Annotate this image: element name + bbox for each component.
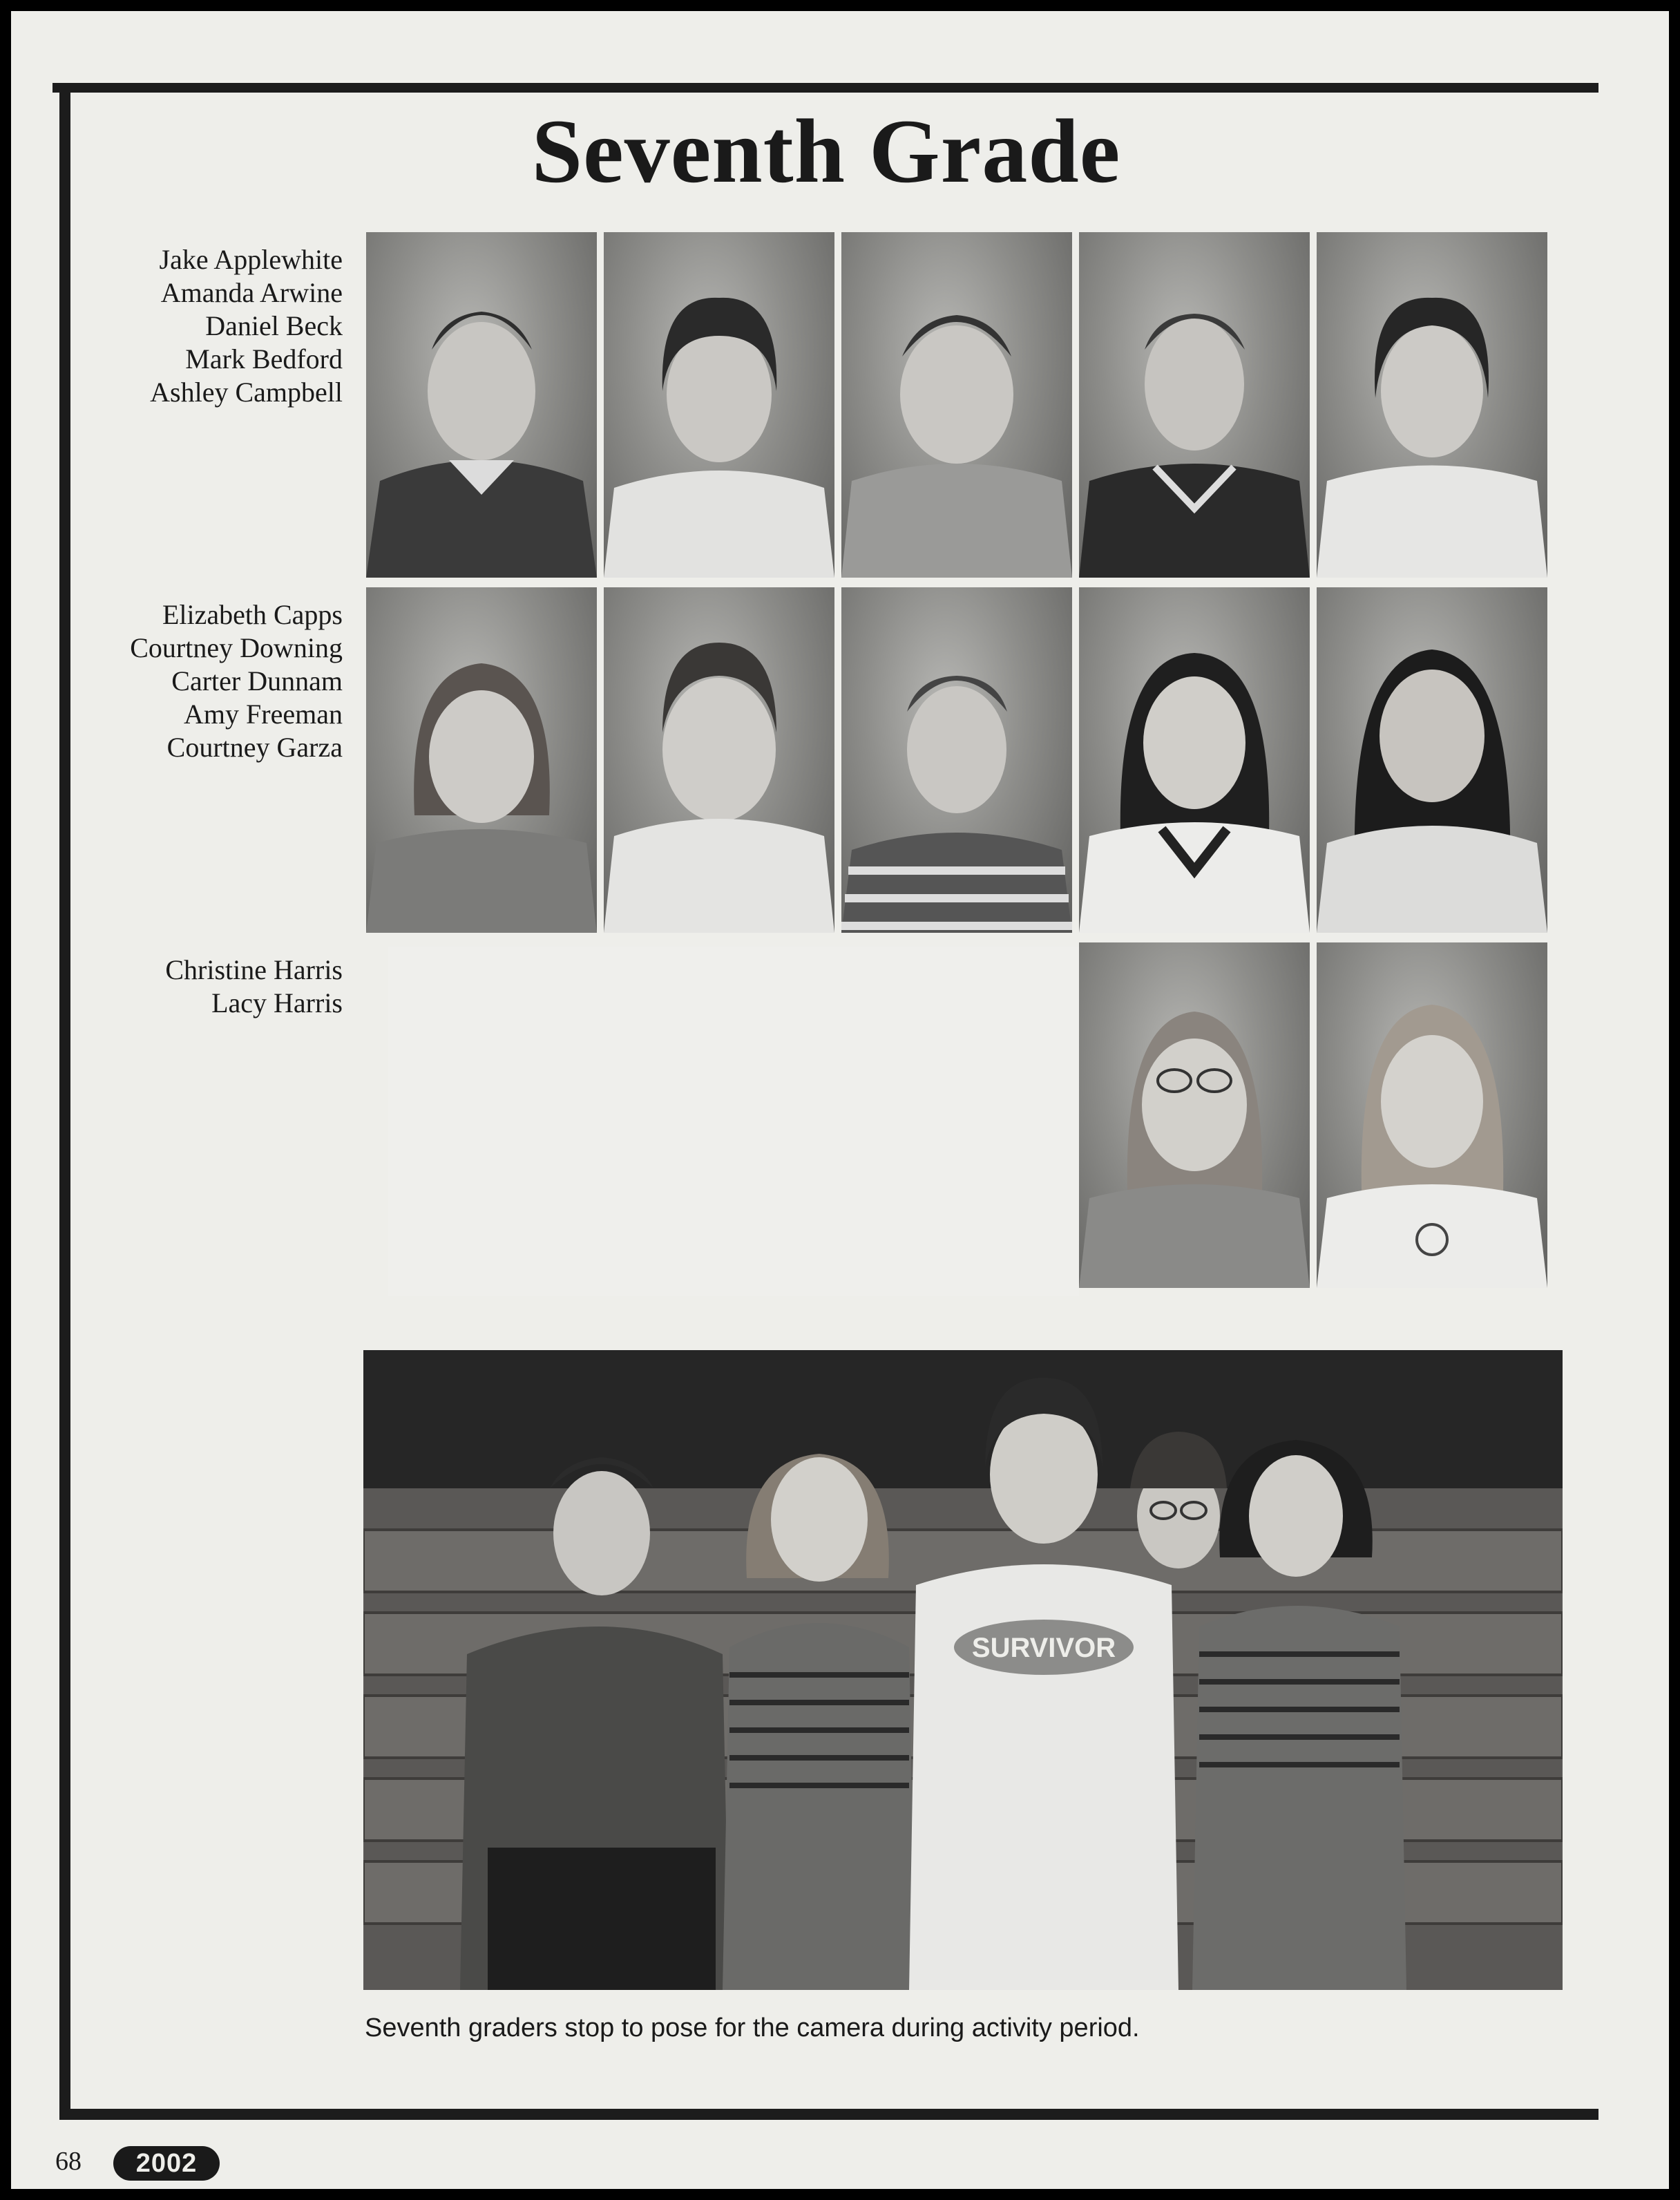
student-portrait — [841, 232, 1072, 578]
year-badge: 2002 — [113, 2146, 220, 2181]
student-portrait — [1317, 942, 1547, 1288]
bottom-rule — [59, 2109, 1598, 2120]
photo-caption: Seventh graders stop to pose for the camera during activity period. — [365, 2013, 1140, 2042]
student-portrait — [1079, 232, 1310, 578]
student-portrait — [1079, 942, 1310, 1288]
student-name: Amanda Arwine — [160, 277, 343, 308]
group-photo — [363, 1350, 1563, 1990]
page-number: 68 — [55, 2147, 82, 2176]
top-rule — [52, 83, 1598, 93]
student-name: Ashley Campbell — [150, 377, 343, 408]
name-list-row-3 — [80, 954, 343, 1020]
student-name: Jake Applewhite — [159, 244, 343, 275]
student-portrait — [841, 587, 1072, 933]
student-portrait — [1079, 587, 1310, 933]
name-list-row-2 — [80, 598, 343, 764]
student-portrait — [1317, 232, 1547, 578]
student-name: Lacy Harris — [211, 987, 343, 1018]
yearbook-page — [11, 11, 1669, 2189]
student-name: Amy Freeman — [184, 699, 343, 730]
student-portrait — [604, 587, 834, 933]
student-name: Mark Bedford — [185, 343, 343, 374]
page-title: Seventh Grade — [531, 100, 1121, 202]
student-name: Courtney Downing — [130, 632, 343, 663]
student-name: Daniel Beck — [205, 310, 343, 341]
student-portrait — [604, 232, 834, 578]
student-name: Courtney Garza — [166, 732, 343, 763]
left-rule — [59, 83, 70, 2120]
student-name: Carter Dunnam — [171, 665, 343, 696]
student-portrait — [366, 587, 597, 933]
student-name: Elizabeth Capps — [162, 599, 343, 630]
shirt-text: SURVIVOR — [971, 1633, 1116, 1663]
student-portrait — [1317, 587, 1547, 933]
student-name: Christine Harris — [165, 954, 343, 985]
empty-photo-area — [388, 947, 1079, 1296]
name-list-row-1 — [80, 243, 343, 409]
student-portrait — [366, 232, 597, 578]
